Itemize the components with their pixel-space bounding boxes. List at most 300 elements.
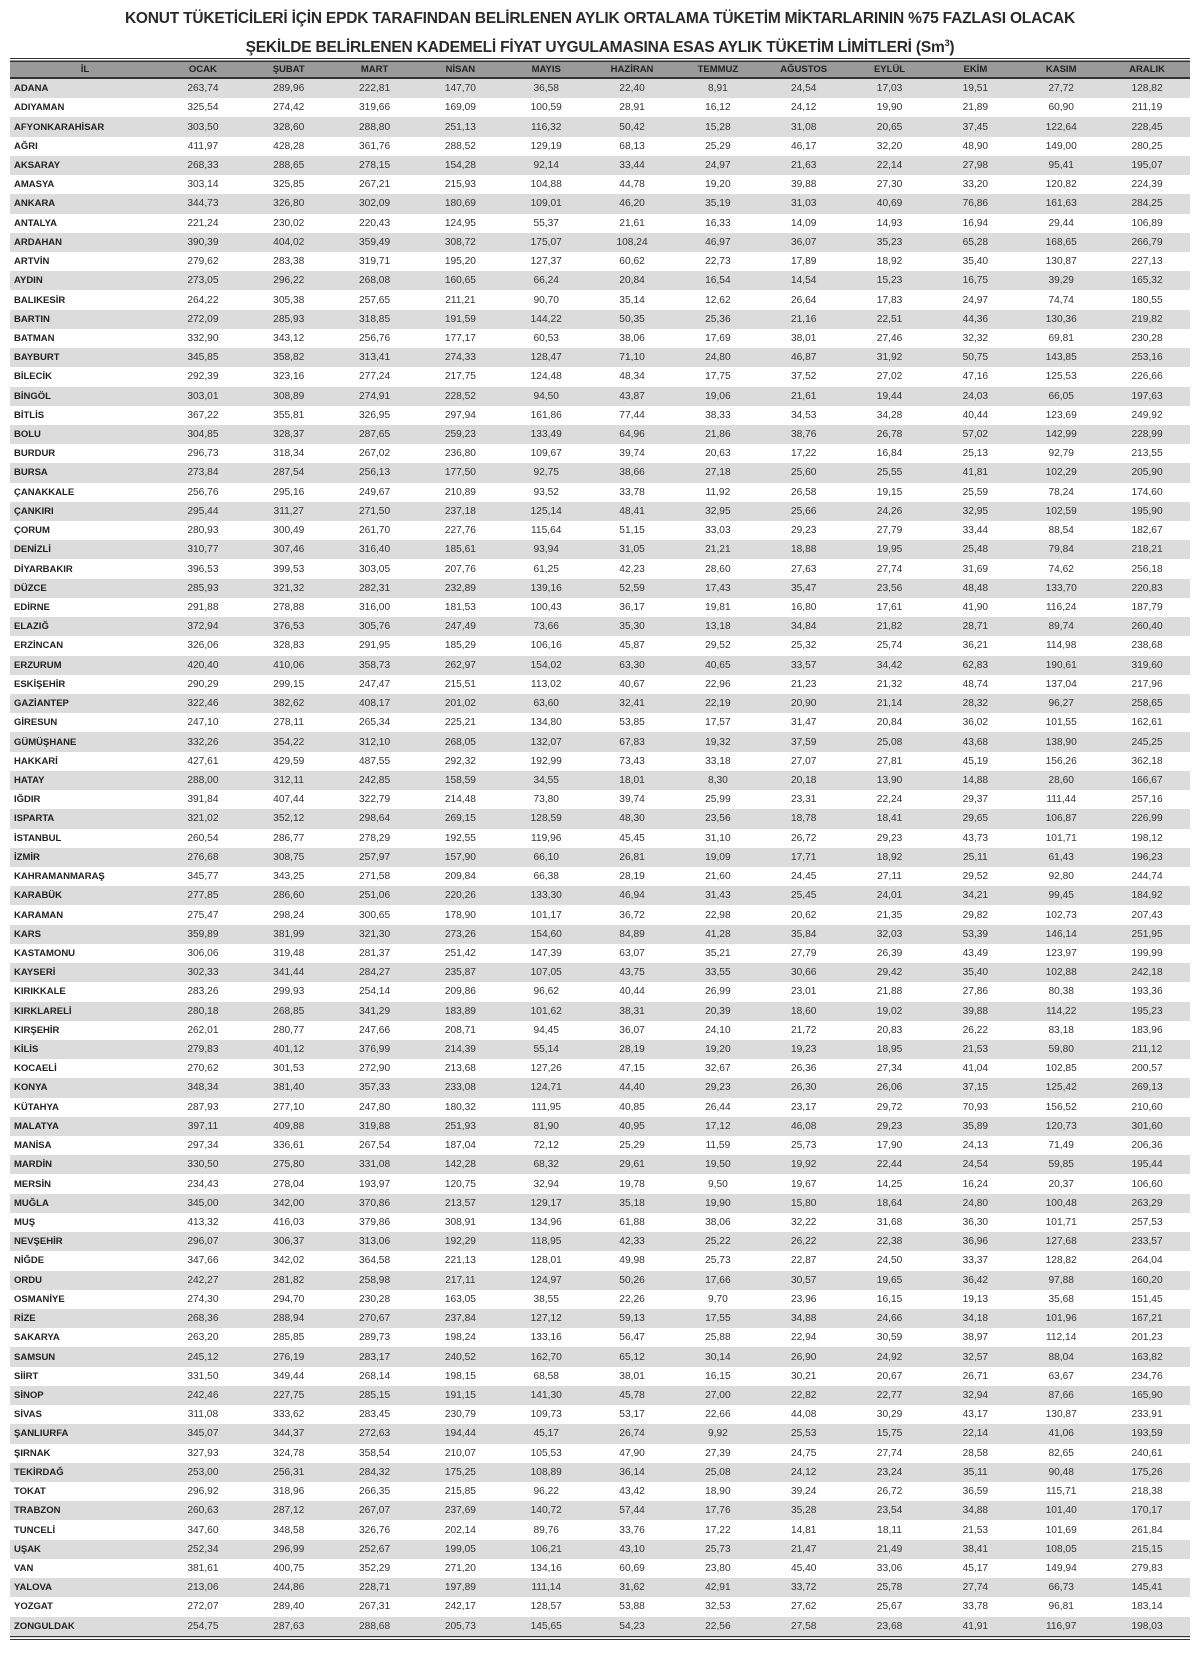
value-cell: 93,52 <box>533 486 559 498</box>
value-cell: 41,28 <box>705 928 731 940</box>
province-cell: BİLECİK <box>14 371 52 383</box>
value-cell: 274,42 <box>273 102 305 114</box>
value-cell: 27,11 <box>877 871 902 883</box>
value-cell: 34,84 <box>790 621 817 633</box>
value-cell: 41,04 <box>962 1063 989 1075</box>
value-cell: 48,90 <box>962 140 989 152</box>
value-cell: 109,01 <box>530 198 562 210</box>
value-cell: 165,32 <box>1131 275 1163 287</box>
province-cell: YOZGAT <box>14 1601 53 1613</box>
value-cell: 128,82 <box>1045 1255 1077 1267</box>
table-row <box>10 1194 1190 1213</box>
value-cell: 39,74 <box>619 794 645 806</box>
value-cell: 42,33 <box>619 1236 645 1248</box>
value-cell: 106,21 <box>530 1543 562 1555</box>
value-cell: 22,56 <box>675 1617 761 1638</box>
value-cell: 145,41 <box>1131 1582 1163 1594</box>
value-cell: 408,17 <box>358 698 391 710</box>
value-cell: 319,60 <box>1131 659 1163 671</box>
value-cell: 258,65 <box>1131 698 1163 710</box>
value-cell: 215,85 <box>444 1486 476 1498</box>
value-cell: 258,98 <box>358 1274 391 1286</box>
value-cell: 25,59 <box>962 486 989 498</box>
value-cell: 39,88 <box>790 179 817 191</box>
province-cell: MARDİN <box>14 1159 52 1171</box>
value-cell: 16,24 <box>962 1178 989 1190</box>
value-cell: 297,94 <box>444 409 476 421</box>
value-cell: 92,79 <box>1048 448 1074 460</box>
value-cell: 240,61 <box>1131 1447 1163 1459</box>
value-cell: 28,60 <box>1048 774 1074 786</box>
value-cell: 33,20 <box>962 179 989 191</box>
value-cell: 341,29 <box>358 1005 391 1017</box>
value-cell: 102,88 <box>1045 967 1077 979</box>
value-cell: 73,43 <box>619 755 645 767</box>
value-cell: 221,24 <box>187 217 219 229</box>
value-cell: 13,90 <box>876 774 903 786</box>
province-cell: DENİZLİ <box>14 544 51 556</box>
value-cell: 48,30 <box>619 813 645 825</box>
value-cell: 101,71 <box>1045 1217 1077 1229</box>
value-cell: 251,95 <box>1131 928 1163 940</box>
value-cell: 326,76 <box>358 1524 391 1536</box>
value-cell: 326,95 <box>358 409 391 421</box>
value-cell: 358,82 <box>273 352 305 364</box>
province-cell: HAKKARİ <box>14 755 58 767</box>
value-cell: 38,01 <box>619 1370 645 1382</box>
value-cell: 254,75 <box>160 1617 246 1638</box>
value-cell: 167,21 <box>1131 1313 1163 1325</box>
value-cell: 227,76 <box>444 525 476 537</box>
value-cell: 296,99 <box>273 1543 305 1555</box>
value-cell: 21,60 <box>705 871 731 883</box>
value-cell: 147,70 <box>444 83 476 95</box>
value-cell: 120,75 <box>444 1178 476 1190</box>
value-cell: 381,40 <box>273 1082 305 1094</box>
table-row <box>10 521 1190 540</box>
province-cell: KARS <box>14 928 41 940</box>
table-row <box>10 1098 1190 1117</box>
value-cell: 251,42 <box>444 947 476 959</box>
value-cell: 209,84 <box>444 871 476 883</box>
value-cell: 271,20 <box>444 1562 476 1574</box>
value-cell: 199,99 <box>1131 947 1163 959</box>
value-cell: 38,76 <box>790 429 817 441</box>
value-cell: 35,28 <box>790 1505 817 1517</box>
table-row <box>10 752 1190 771</box>
value-cell: 53,39 <box>962 928 989 940</box>
value-cell: 302,33 <box>187 967 219 979</box>
value-cell: 247,10 <box>187 717 219 729</box>
value-cell: 17,57 <box>705 717 731 729</box>
value-cell: 72,12 <box>533 1140 559 1152</box>
value-cell: 206,36 <box>1131 1140 1163 1152</box>
value-cell: 260,40 <box>1131 621 1163 633</box>
value-cell: 17,61 <box>876 602 903 614</box>
value-cell: 40,95 <box>619 1120 645 1132</box>
value-cell: 19,20 <box>705 179 731 191</box>
province-cell: AKSARAY <box>14 159 61 171</box>
province-cell: BAYBURT <box>14 352 60 364</box>
value-cell: 370,86 <box>358 1197 391 1209</box>
value-cell: 33,78 <box>962 1601 989 1613</box>
province-cell: DÜZCE <box>14 582 47 594</box>
value-cell: 30,21 <box>790 1370 817 1382</box>
value-cell: 220,26 <box>444 890 476 902</box>
value-cell: 310,77 <box>187 544 219 556</box>
value-cell: 267,21 <box>358 179 391 191</box>
table-row <box>10 598 1190 617</box>
value-cell: 33,55 <box>705 967 731 979</box>
value-cell: 22,14 <box>876 159 903 171</box>
value-cell: 156,52 <box>1045 1101 1077 1113</box>
value-cell: 17,69 <box>705 332 731 344</box>
value-cell: 45,45 <box>619 832 645 844</box>
value-cell: 36,30 <box>962 1217 989 1229</box>
value-cell: 162,70 <box>530 1351 562 1363</box>
value-cell: 116,24 <box>1045 602 1077 614</box>
province-cell: DİYARBAKIR <box>14 563 73 575</box>
value-cell: 43,10 <box>619 1543 645 1555</box>
value-cell: 129,19 <box>530 140 562 152</box>
value-cell: 20,18 <box>790 774 817 786</box>
province-cell: KIRIKKALE <box>14 986 66 998</box>
table-row <box>10 559 1190 578</box>
value-cell: 34,18 <box>962 1313 989 1325</box>
value-cell: 268,05 <box>444 736 476 748</box>
title-line-2 <box>0 31 1200 60</box>
value-cell: 137,04 <box>1045 678 1077 690</box>
value-cell: 277,85 <box>187 890 219 902</box>
value-cell: 35,21 <box>705 947 731 959</box>
value-cell: 21,63 <box>790 159 817 171</box>
value-cell: 276,68 <box>187 851 219 863</box>
value-cell: 138,90 <box>1045 736 1077 748</box>
value-cell: 33,03 <box>705 525 731 537</box>
value-cell: 60,62 <box>619 256 645 268</box>
value-cell: 102,59 <box>1045 505 1077 517</box>
value-cell: 233,08 <box>444 1082 476 1094</box>
value-cell: 376,99 <box>358 1044 391 1056</box>
value-cell: 61,25 <box>533 563 559 575</box>
value-cell: 217,96 <box>1131 678 1163 690</box>
value-cell: 116,97 <box>1018 1617 1104 1638</box>
value-cell: 220,83 <box>1131 582 1163 594</box>
value-cell: 22,96 <box>705 678 731 690</box>
value-cell: 268,36 <box>187 1313 219 1325</box>
value-cell: 90,48 <box>1048 1466 1074 1478</box>
value-cell: 87,66 <box>1048 1389 1074 1401</box>
value-cell: 230,28 <box>358 1293 391 1305</box>
value-cell: 226,66 <box>1131 371 1163 383</box>
column-header-month: NİSAN <box>417 60 503 78</box>
value-cell: 101,17 <box>530 909 562 921</box>
value-cell: 215,15 <box>1131 1543 1163 1555</box>
value-cell: 225,21 <box>444 717 476 729</box>
value-cell: 134,96 <box>530 1217 562 1229</box>
value-cell: 34,21 <box>962 890 989 902</box>
value-cell: 17,83 <box>876 294 903 306</box>
table-row <box>10 1213 1190 1232</box>
value-cell: 280,25 <box>1131 140 1163 152</box>
value-cell: 34,88 <box>962 1505 989 1517</box>
value-cell: 24,10 <box>705 1024 731 1036</box>
table-row <box>10 175 1190 194</box>
value-cell: 96,62 <box>533 986 559 998</box>
value-cell: 25,73 <box>705 1255 731 1267</box>
value-cell: 256,31 <box>273 1466 305 1478</box>
value-cell: 163,05 <box>444 1293 476 1305</box>
value-cell: 274,91 <box>358 390 391 402</box>
value-cell: 276,19 <box>273 1351 305 1363</box>
province-cell: SİVAS <box>14 1409 42 1421</box>
value-cell: 66,10 <box>533 851 559 863</box>
value-cell: 195,90 <box>1131 505 1163 517</box>
value-cell: 288,52 <box>444 140 476 152</box>
value-cell: 25,99 <box>705 794 731 806</box>
value-cell: 224,39 <box>1131 179 1163 191</box>
value-cell: 25,66 <box>790 505 817 517</box>
value-cell: 25,73 <box>790 1140 817 1152</box>
value-cell: 27,86 <box>962 986 989 998</box>
value-cell: 285,93 <box>273 313 305 325</box>
value-cell: 233,91 <box>1131 1409 1163 1421</box>
value-cell: 283,26 <box>187 986 219 998</box>
table-row <box>10 982 1190 1001</box>
province-cell: ÇORUM <box>14 525 50 537</box>
value-cell: 42,91 <box>705 1582 731 1594</box>
province-cell: TEKİRDAĞ <box>14 1466 64 1478</box>
table-row <box>10 1002 1190 1021</box>
value-cell: 35,84 <box>790 928 817 940</box>
value-cell: 50,42 <box>619 121 645 133</box>
value-cell: 59,80 <box>1048 1044 1074 1056</box>
value-cell: 113,02 <box>531 678 562 690</box>
value-cell: 26,74 <box>619 1428 645 1440</box>
value-cell: 34,42 <box>876 659 903 671</box>
value-cell: 361,76 <box>358 140 391 152</box>
value-cell: 244,74 <box>1131 871 1163 883</box>
value-cell: 19,90 <box>876 102 903 114</box>
value-cell: 24,80 <box>705 352 731 364</box>
value-cell: 260,54 <box>187 832 219 844</box>
value-cell: 32,53 <box>705 1601 731 1613</box>
value-cell: 19,23 <box>790 1044 817 1056</box>
value-cell: 16,54 <box>705 275 731 287</box>
value-cell: 130,87 <box>1045 1409 1077 1421</box>
value-cell: 111,14 <box>531 1582 562 1594</box>
value-cell: 228,99 <box>1131 429 1163 441</box>
value-cell: 17,71 <box>790 851 817 863</box>
value-cell: 273,84 <box>187 467 219 479</box>
value-cell: 124,71 <box>530 1082 562 1094</box>
value-cell: 201,23 <box>1131 1332 1163 1344</box>
value-cell: 89,74 <box>1048 621 1074 633</box>
value-cell: 25,60 <box>790 467 817 479</box>
value-cell: 108,24 <box>616 236 648 248</box>
value-cell: 19,20 <box>705 1044 731 1056</box>
value-cell: 114,98 <box>1045 640 1077 652</box>
value-cell: 48,41 <box>619 505 645 517</box>
value-cell: 342,02 <box>273 1255 305 1267</box>
value-cell: 48,74 <box>962 678 989 690</box>
value-cell: 336,61 <box>273 1140 305 1152</box>
value-cell: 404,02 <box>273 236 305 248</box>
value-cell: 44,36 <box>962 313 989 325</box>
value-cell: 134,16 <box>530 1562 562 1574</box>
value-cell: 16,15 <box>705 1370 731 1382</box>
value-cell: 111,44 <box>1046 794 1077 806</box>
value-cell: 133,49 <box>530 429 562 441</box>
value-cell: 301,60 <box>1131 1120 1163 1132</box>
value-cell: 24,75 <box>790 1447 817 1459</box>
value-cell: 303,01 <box>187 390 219 402</box>
value-cell: 92,75 <box>533 467 559 479</box>
value-cell: 26,22 <box>790 1236 817 1248</box>
value-cell: 94,45 <box>533 1024 559 1036</box>
value-cell: 381,61 <box>187 1562 219 1574</box>
value-cell: 27,34 <box>876 1063 903 1075</box>
value-cell: 35,23 <box>876 236 903 248</box>
value-cell: 35,18 <box>619 1197 645 1209</box>
table-row <box>10 444 1190 463</box>
value-cell: 318,34 <box>273 448 305 460</box>
value-cell: 33,78 <box>619 486 645 498</box>
value-cell: 272,90 <box>358 1063 391 1075</box>
value-cell: 296,07 <box>187 1236 219 1248</box>
value-cell: 347,60 <box>187 1524 219 1536</box>
province-cell: AMASYA <box>14 179 55 191</box>
value-cell: 183,89 <box>444 1005 476 1017</box>
value-cell: 281,82 <box>273 1274 305 1286</box>
value-cell: 35,14 <box>619 294 645 306</box>
province-cell: KAHRAMANMARAŞ <box>14 871 105 883</box>
value-cell: 27,98 <box>962 159 989 171</box>
value-cell: 286,60 <box>273 890 305 902</box>
value-cell: 128,82 <box>1131 83 1163 95</box>
value-cell: 23,68 <box>847 1617 933 1638</box>
value-cell: 133,30 <box>530 890 562 902</box>
value-cell: 40,44 <box>962 409 989 421</box>
value-cell: 43,49 <box>962 947 989 959</box>
value-cell: 45,87 <box>619 640 645 652</box>
value-cell: 25,13 <box>962 448 989 460</box>
value-cell: 23,31 <box>790 794 817 806</box>
value-cell: 104,88 <box>530 179 562 191</box>
value-cell: 43,42 <box>619 1486 645 1498</box>
value-cell: 29,65 <box>962 813 989 825</box>
value-cell: 323,16 <box>273 371 305 383</box>
value-cell: 55,14 <box>533 1044 559 1056</box>
value-cell: 279,62 <box>187 256 219 268</box>
value-cell: 256,18 <box>1131 563 1163 575</box>
value-cell: 420,40 <box>187 659 219 671</box>
value-cell: 391,84 <box>187 794 219 806</box>
value-cell: 30,59 <box>876 1332 903 1344</box>
value-cell: 27,46 <box>876 332 903 344</box>
value-cell: 213,57 <box>444 1197 476 1209</box>
value-cell: 321,32 <box>273 582 305 594</box>
value-cell: 19,15 <box>876 486 903 498</box>
province-cell: ORDU <box>14 1274 42 1286</box>
value-cell: 29,23 <box>876 832 903 844</box>
value-cell: 14,93 <box>876 217 903 229</box>
value-cell: 344,73 <box>187 198 219 210</box>
value-cell: 332,26 <box>187 736 219 748</box>
value-cell: 38,33 <box>705 409 731 421</box>
province-cell: IĞDIR <box>14 794 41 806</box>
value-cell: 27,74 <box>876 1447 903 1459</box>
value-cell: 60,69 <box>619 1562 645 1574</box>
value-cell: 271,50 <box>358 505 391 517</box>
table-row <box>10 1444 1190 1463</box>
value-cell: 44,78 <box>619 179 645 191</box>
table-row <box>10 790 1190 809</box>
table-row <box>10 1367 1190 1386</box>
value-cell: 127,26 <box>530 1063 562 1075</box>
value-cell: 21,35 <box>876 909 903 921</box>
province-cell: OSMANİYE <box>14 1293 65 1305</box>
value-cell: 235,87 <box>444 967 476 979</box>
value-cell: 17,43 <box>705 582 731 594</box>
table-row <box>10 329 1190 348</box>
value-cell: 151,45 <box>1131 1293 1163 1305</box>
consumption-limits-table-container <box>10 58 1190 1640</box>
value-cell: 318,96 <box>273 1486 305 1498</box>
value-cell: 17,90 <box>876 1140 903 1152</box>
value-cell: 348,34 <box>187 1082 219 1094</box>
value-cell: 280,77 <box>273 1024 305 1036</box>
value-cell: 45,19 <box>962 755 989 767</box>
value-cell: 9,70 <box>707 1293 728 1305</box>
value-cell: 296,92 <box>187 1486 219 1498</box>
value-cell: 26,71 <box>962 1370 989 1382</box>
value-cell: 105,53 <box>530 1447 562 1459</box>
value-cell: 16,12 <box>705 102 731 114</box>
province-cell: UŞAK <box>14 1543 41 1555</box>
value-cell: 100,43 <box>530 602 562 614</box>
value-cell: 180,55 <box>1131 294 1163 306</box>
value-cell: 27,30 <box>876 179 903 191</box>
value-cell: 17,22 <box>790 448 817 460</box>
value-cell: 407,44 <box>273 794 305 806</box>
value-cell: 185,61 <box>444 544 476 556</box>
province-cell: ANKARA <box>14 198 56 210</box>
value-cell: 111,95 <box>531 1101 562 1113</box>
value-cell: 19,81 <box>705 602 731 614</box>
value-cell: 69,81 <box>1048 332 1074 344</box>
value-cell: 183,96 <box>1131 1024 1163 1036</box>
province-cell: TOKAT <box>14 1486 46 1498</box>
value-cell: 21,32 <box>876 678 903 690</box>
value-cell: 28,19 <box>619 871 645 883</box>
table-row <box>10 656 1190 675</box>
value-cell: 27,63 <box>790 563 817 575</box>
value-cell: 26,90 <box>790 1351 817 1363</box>
value-cell: 205,73 <box>417 1617 503 1638</box>
value-cell: 265,34 <box>358 717 391 729</box>
value-cell: 24,54 <box>790 83 817 95</box>
value-cell: 372,94 <box>187 621 219 633</box>
value-cell: 319,66 <box>358 102 391 114</box>
value-cell: 316,00 <box>358 602 391 614</box>
value-cell: 195,07 <box>1131 159 1163 171</box>
value-cell: 144,22 <box>530 313 562 325</box>
value-cell: 29,52 <box>705 640 731 652</box>
value-cell: 256,76 <box>187 486 219 498</box>
value-cell: 187,04 <box>444 1140 476 1152</box>
value-cell: 331,50 <box>187 1370 219 1382</box>
